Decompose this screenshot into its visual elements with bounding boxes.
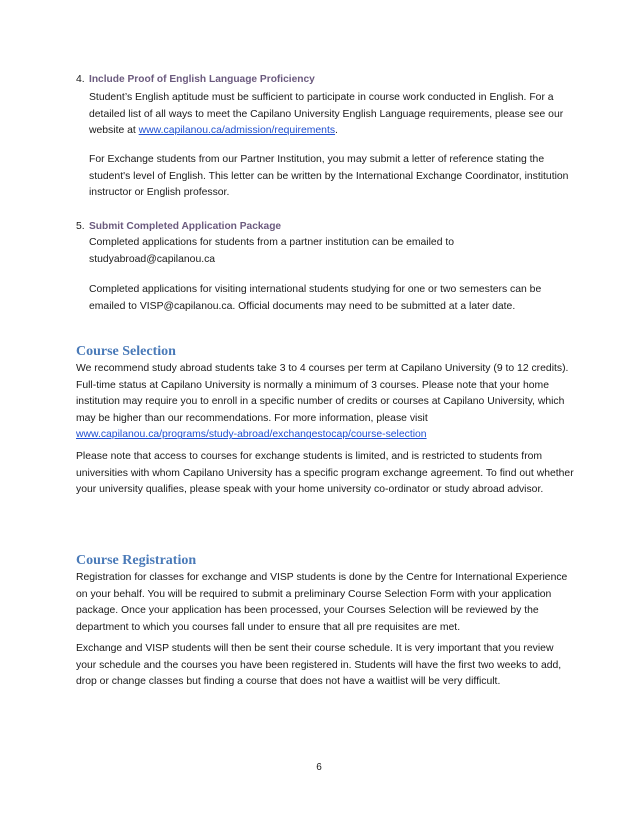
course-selection-paragraph-2: Please note that access to courses for exchange students is limited, and is restricted to students from universities with whom Capilano University has a specific program exchange agreement. To find out whether your university qualifies, please speak with your home university co-ordinator or study abroad advisor. — [76, 451, 574, 496]
step-5-title: Submit Completed Application Package — [89, 221, 282, 232]
step-4-title: Include Proof of English Language Proficiency — [89, 74, 315, 85]
course-selection-heading: Course Selection — [76, 344, 176, 359]
step-5-number: 5. — [76, 221, 85, 232]
course-registration-paragraph-2: Exchange and VISP students will then be sent their course schedule. It is very important that you review your schedule and the courses you have been registered in. Students will have the first two weeks to add, drop or change classes but finding a course that does not have a waitlist will be very difficult. — [76, 643, 562, 688]
course-registration-heading: Course Registration — [76, 553, 197, 568]
step-4-paragraph-1 — [89, 90, 573, 140]
step-4-paragraph-1-end: . — [335, 125, 338, 137]
page-number: 6 — [316, 762, 322, 773]
step-4-paragraph-2: For Exchange students from our Partner Institution, you may submit a letter of reference stating the student's level of English. This letter can be written by the International Exchange Coordinator, institution instructor or English professor. — [89, 154, 569, 199]
course-selection-paragraph-1-text: We recommend study abroad students take 3 to 4 courses per term at Capilano University (9 to 12 credits). Full-time status at Capilano University is normally a minimum of 3 courses. Please note that your home institution may require you to enroll in a specific number of credits or courses at Capilano University, which may be higher than our recommendations. For more information, please visit — [76, 363, 569, 424]
step-5-paragraph-2: Completed applications for visiting international students studying for one or two semesters can be emailed to VISP@capilanou.ca. Official documents may need to be submitted at a later date. — [89, 284, 542, 312]
step-4-number: 4. — [76, 74, 85, 85]
course-selection-paragraph-1 — [76, 361, 576, 444]
course-selection-link[interactable]: www.capilanou.ca/programs/study-abroad/exchangestocap/course-selection — [76, 429, 427, 441]
step-5-paragraph-1: Completed applications for students from a partner institution can be emailed to studyabroad@capilanou.ca — [89, 237, 455, 265]
course-registration-paragraph-1: Registration for classes for exchange and VISP students is done by the Centre for International Experience on your behalf. You will be required to submit a preliminary Course Selection Form with your application package. Once your application has been processed, your Courses Selection will be reviewed by the department to which you courses fall under to ensure that all pre requisites are met. — [76, 572, 568, 633]
admission-requirements-link[interactable]: www.capilanou.ca/admission/requirements — [138, 125, 336, 137]
step-4-paragraph-1-text: Student’s English aptitude must be sufficient to participate in course work conducted in English. For a detailed list of all ways to meet the Capilano University English Language requirements, please see our website at — [89, 92, 564, 137]
